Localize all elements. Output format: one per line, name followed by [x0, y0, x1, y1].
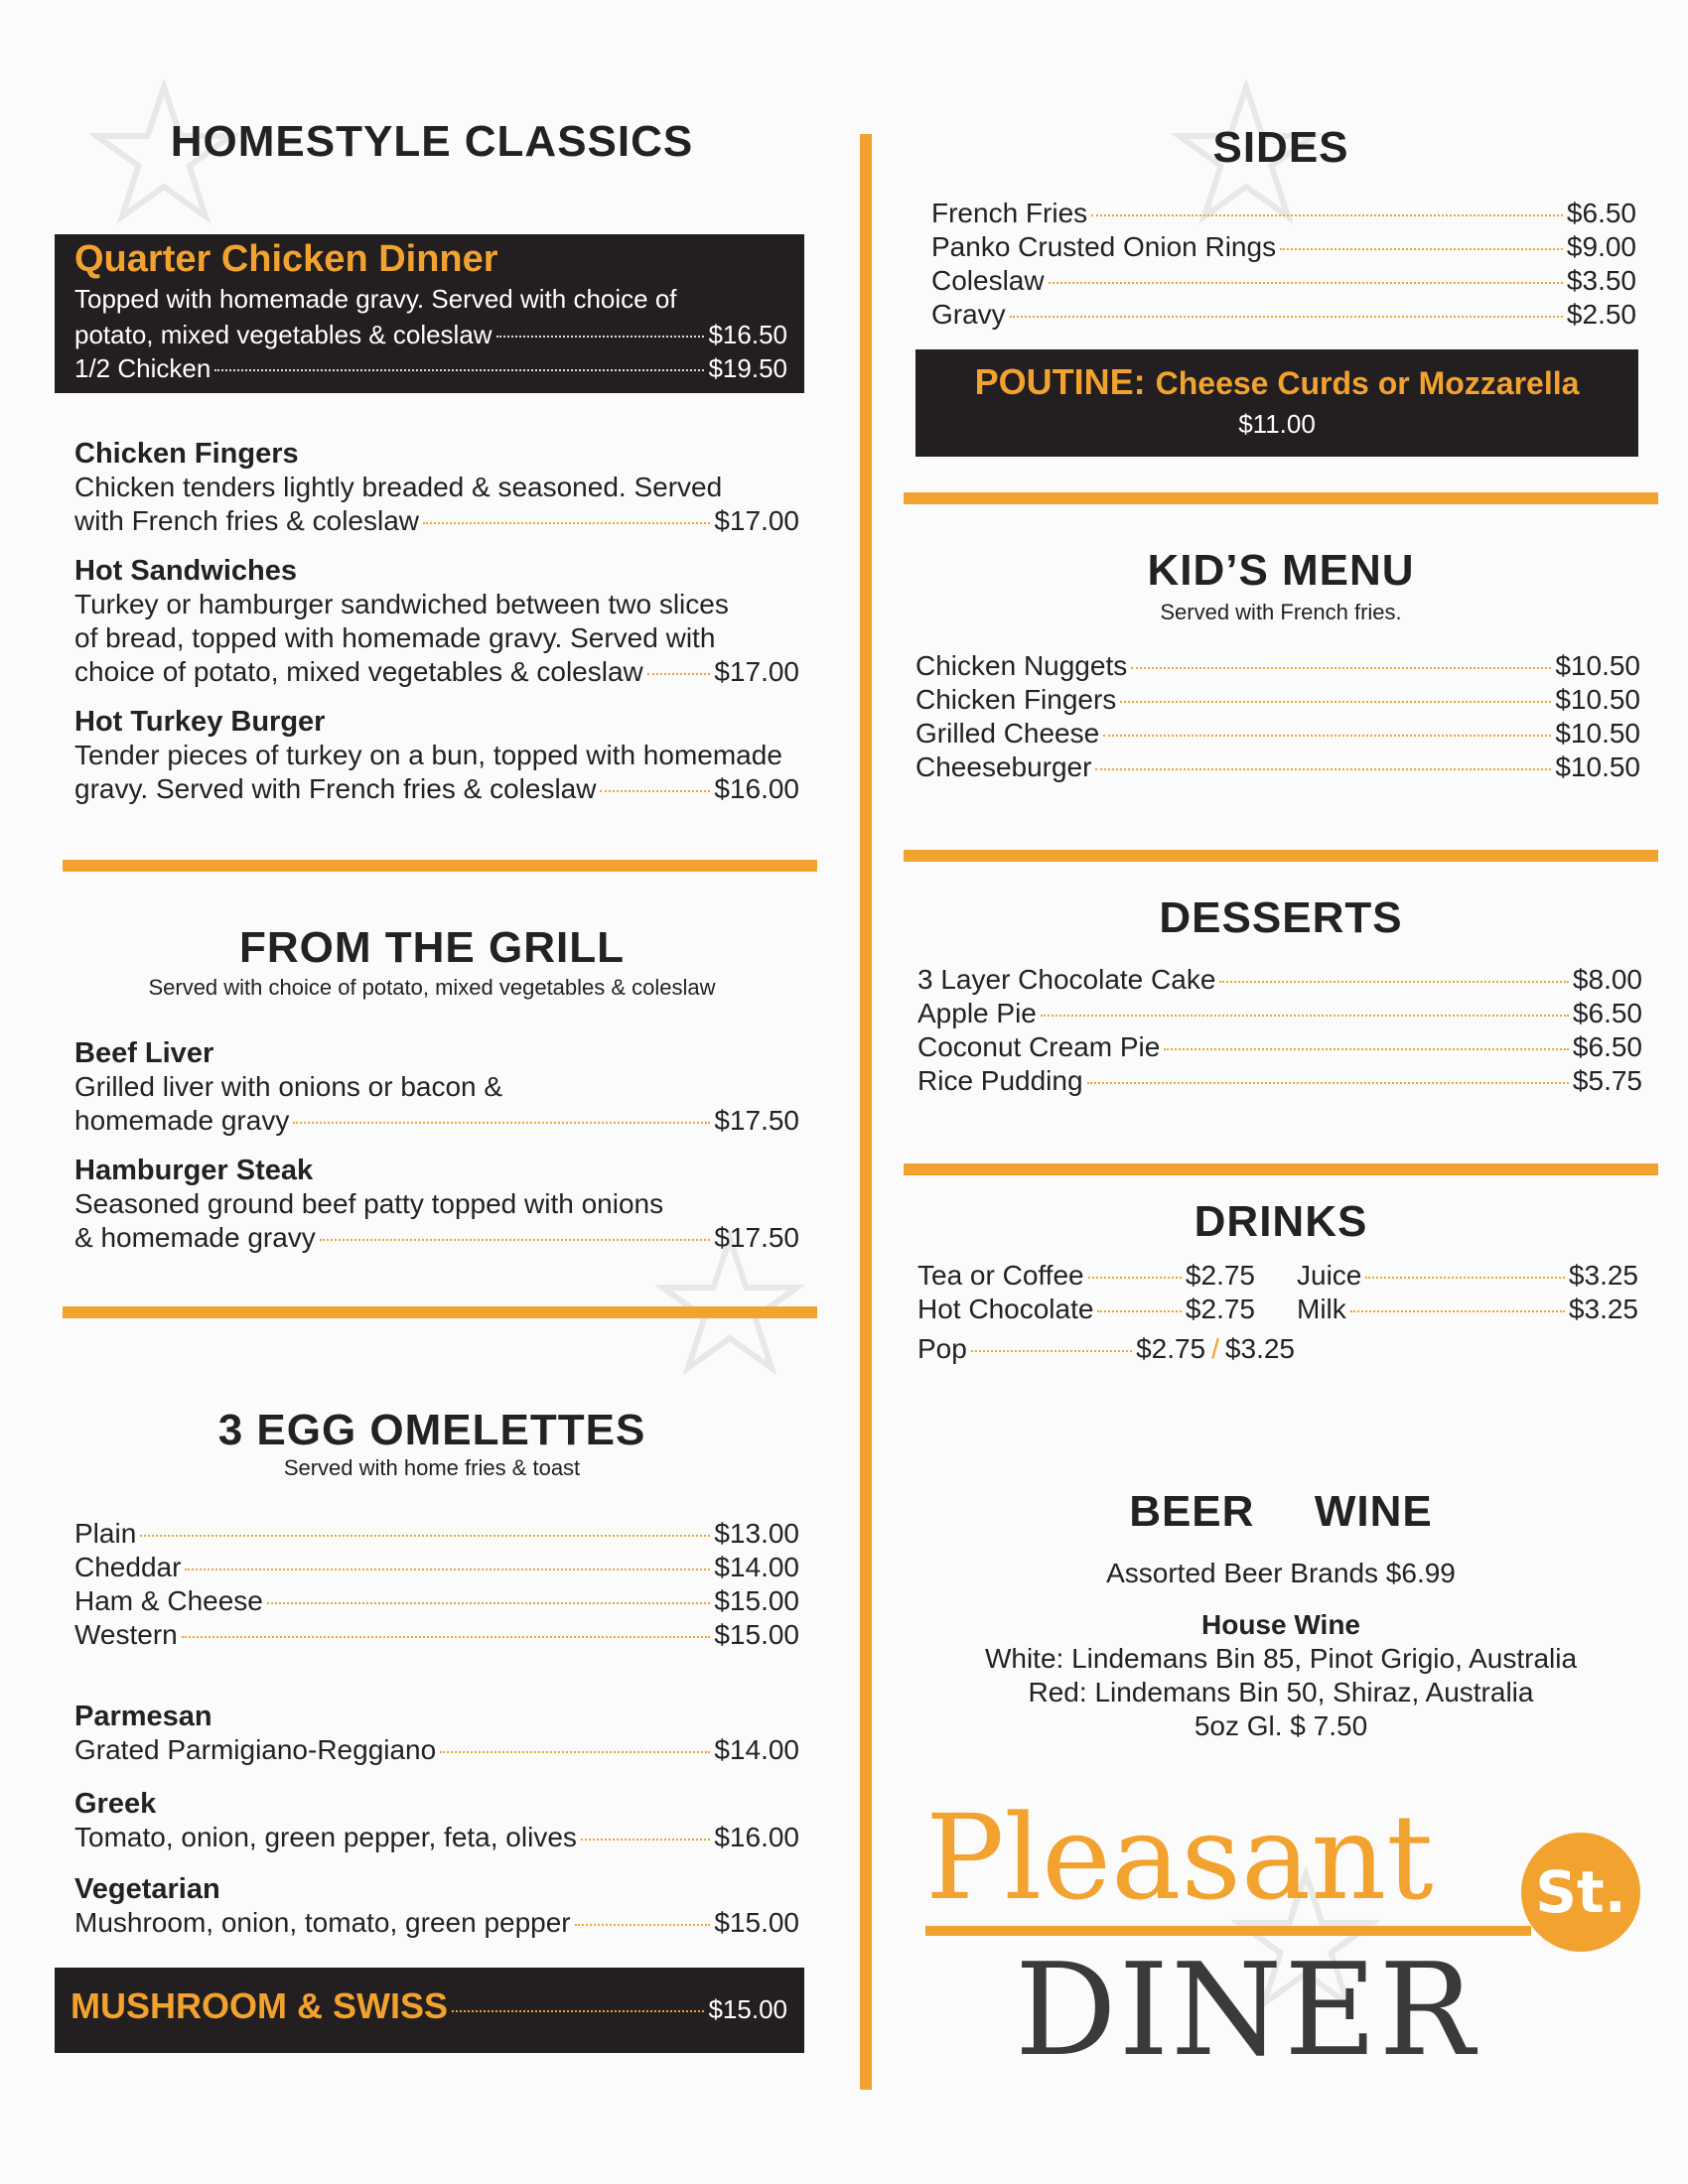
list-item: [917, 963, 1642, 997]
item-desc: Tender pieces of turkey on a bun, topped with homemade: [74, 740, 782, 770]
item-price-row: [74, 1221, 799, 1255]
item-name: Hamburger Steak: [74, 1155, 314, 1186]
item-price: $2.75: [1185, 1260, 1255, 1291]
omelette-special: [74, 1787, 799, 1854]
item-name: Grilled Cheese: [915, 718, 1100, 749]
quarter-chicken-box: [55, 234, 804, 393]
mushroom-swiss-box: [55, 1968, 804, 2053]
desserts-title: DESSERTS: [1159, 893, 1403, 942]
item-price: $6.50: [1572, 998, 1642, 1028]
list-item: [915, 683, 1640, 717]
item-name: Hot Turkey Burger: [74, 706, 326, 738]
house-wine-title: House Wine: [1201, 1609, 1360, 1640]
item-name: Gravy: [931, 299, 1006, 330]
item-price: $10.50: [1555, 684, 1640, 715]
item-name: Cheeseburger: [915, 751, 1092, 782]
item-name: Cheddar: [74, 1552, 182, 1582]
list-item: [917, 1259, 1255, 1293]
item-name: Pop: [917, 1333, 967, 1364]
desserts-list: [917, 963, 1642, 1098]
item-name: Milk: [1297, 1294, 1346, 1324]
section-divider: [904, 850, 1658, 862]
omelette-special: [74, 1872, 799, 1940]
list-item: [931, 230, 1636, 264]
omelettes-title: 3 EGG OMELETTES: [217, 1406, 646, 1454]
item-price: $15.00: [714, 1907, 799, 1938]
item-desc-last: gravy. Served with French fries & coleslaw: [74, 773, 597, 804]
item-name: Chicken Fingers: [74, 438, 299, 470]
item-name: Chicken Fingers: [915, 684, 1117, 715]
item-desc-last: homemade gravy: [74, 1105, 290, 1136]
item-name: Beef Liver: [74, 1037, 214, 1069]
item-price: $10.50: [1555, 650, 1640, 681]
omelette-special: [74, 1700, 799, 1767]
item-desc-last: choice of potato, mixed vegetables & coleslaw: [74, 656, 643, 687]
list-item: [931, 264, 1636, 298]
price-separator: /: [1211, 1333, 1219, 1364]
item-price: $16.00: [714, 773, 799, 804]
item-name: Hot Sandwiches: [74, 555, 297, 587]
featured-omelette-price: $15.00: [708, 1994, 787, 2024]
item-price: $10.50: [1555, 751, 1640, 782]
item-name: 3 Layer Chocolate Cake: [917, 964, 1216, 995]
item-price-row: [74, 504, 799, 538]
list-item: [74, 1551, 799, 1584]
item-name: French Fries: [931, 198, 1088, 228]
item-price: $3.25: [1224, 1333, 1295, 1364]
item-name: Chicken Nuggets: [915, 650, 1128, 681]
pop-row: [917, 1332, 1295, 1366]
item-price: $3.25: [1568, 1294, 1638, 1324]
item-price: $2.75: [1185, 1294, 1255, 1324]
item-name: Rice Pudding: [917, 1065, 1083, 1096]
poutine-price: $11.00: [1238, 409, 1316, 439]
item-name: Panko Crusted Onion Rings: [931, 231, 1277, 262]
item-price: $17.50: [714, 1222, 799, 1253]
column-divider: [860, 134, 872, 2090]
item-desc: Chicken tenders lightly breaded & seasoned. Served: [74, 472, 723, 502]
featured-item-price: $16.50: [708, 320, 787, 349]
item-price-row: [74, 772, 799, 806]
item-price: $2.50: [1566, 299, 1636, 330]
homestyle-item: [74, 554, 799, 689]
item-price: $15.00: [714, 1619, 799, 1650]
poutine-box: [915, 349, 1638, 457]
item-name: Vegetarian: [74, 1873, 220, 1905]
poutine-label: POUTINE:: [974, 361, 1146, 402]
featured-price-row: [74, 318, 787, 351]
list-item: [931, 197, 1636, 230]
grill-title: FROM THE GRILL: [239, 923, 625, 972]
grill-subtitle: Served with choice of potato, mixed vegetables & coleslaw: [148, 975, 716, 1000]
list-item: [917, 1030, 1642, 1064]
item-desc: Turkey or hamburger sandwiched between two slices: [74, 589, 729, 619]
drinks-title: DRINKS: [1194, 1197, 1368, 1246]
sides-title: SIDES: [1212, 123, 1349, 172]
item-desc: Mushroom, onion, tomato, green pepper: [74, 1907, 571, 1938]
featured-omelette-name: MUSHROOM & SWISS: [70, 1985, 449, 2026]
item-price: $8.00: [1572, 964, 1642, 995]
logo-word-diner: DINER: [1015, 1937, 1477, 2085]
item-desc: Tomato, onion, green pepper, feta, olives: [74, 1822, 577, 1852]
item-name: Coconut Cream Pie: [917, 1031, 1161, 1062]
item-price: $3.25: [1568, 1260, 1638, 1291]
item-desc-last: with French fries & coleslaw: [74, 505, 420, 536]
item-price: $6.50: [1566, 198, 1636, 228]
item-price: $2.75: [1136, 1333, 1206, 1364]
logo-word-pleasant: Pleasant: [925, 1789, 1434, 1926]
omelettes-subtitle: Served with home fries & toast: [283, 1455, 581, 1480]
list-item: [917, 1064, 1642, 1098]
homestyle-item: [74, 437, 799, 538]
beer-title: BEER: [1129, 1487, 1255, 1536]
half-chicken-row: [74, 351, 787, 385]
item-price: $10.50: [1555, 718, 1640, 749]
list-item: [74, 1618, 799, 1652]
item-price: $17.50: [714, 1105, 799, 1136]
item-name: Greek: [74, 1788, 157, 1820]
item-name: Parmesan: [74, 1701, 212, 1732]
item-name: Juice: [1297, 1260, 1362, 1291]
item-price: $3.50: [1566, 265, 1636, 296]
item-price-row: [74, 1906, 799, 1940]
item-price: $15.00: [714, 1585, 799, 1616]
kids-subtitle: Served with French fries.: [1160, 600, 1402, 624]
item-desc-last: & homemade gravy: [74, 1222, 316, 1253]
homestyle-item: [74, 705, 799, 806]
list-item: [915, 717, 1640, 751]
homestyle-title: HOMESTYLE CLASSICS: [170, 117, 694, 166]
item-price-row: [74, 1821, 799, 1854]
red-wine-text: Red: Lindemans Bin 50, Shiraz, Australia: [1028, 1677, 1534, 1707]
list-item: [931, 298, 1636, 332]
beer-wine-info: [904, 1557, 1658, 1743]
item-name: Apple Pie: [917, 998, 1037, 1028]
drinks-left-list: [917, 1259, 1255, 1326]
drinks-right-list: [1297, 1259, 1638, 1326]
white-wine-text: White: Lindemans Bin 85, Pinot Grigio, Australia: [984, 1643, 1578, 1674]
list-item: [1297, 1259, 1638, 1293]
list-item: [74, 1517, 799, 1551]
item-price: $6.50: [1572, 1031, 1642, 1062]
item-name: Coleslaw: [931, 265, 1045, 296]
beer-wine-title: [904, 1487, 1658, 1537]
item-desc: Seasoned ground beef patty topped with onions: [74, 1188, 664, 1219]
item-price: $14.00: [714, 1734, 799, 1765]
item-desc: of bread, topped with homemade gravy. Served with: [74, 622, 716, 653]
featured-item-desc: Topped with homemade gravy. Served with choice of: [74, 284, 677, 314]
list-item: [917, 1293, 1255, 1326]
item-price: $14.00: [714, 1552, 799, 1582]
omelette-list: [74, 1517, 799, 1652]
item-name: Western: [74, 1619, 178, 1650]
item-name: Ham & Cheese: [74, 1585, 263, 1616]
item-name: Plain: [74, 1518, 137, 1549]
item-price: $17.00: [714, 656, 799, 687]
poutine-heading: [915, 361, 1638, 403]
wine-title: WINE: [1314, 1487, 1433, 1536]
item-name: Hot Chocolate: [917, 1294, 1094, 1324]
section-divider: [904, 492, 1658, 504]
half-chicken-price: $19.50: [708, 353, 787, 383]
item-desc: Grated Parmigiano-Reggiano: [74, 1734, 437, 1765]
kids-title: KID’S MENU: [1147, 546, 1415, 595]
beer-text: Assorted Beer Brands $6.99: [1106, 1558, 1456, 1588]
item-price-row: [74, 655, 799, 689]
poutine-desc: Cheese Curds or Mozzarella: [1155, 365, 1580, 401]
item-price: $16.00: [714, 1822, 799, 1852]
logo-st-badge: St.: [1521, 1833, 1640, 1952]
sides-list: [931, 197, 1636, 332]
section-divider: [904, 1163, 1658, 1175]
grill-item: [74, 1154, 799, 1255]
featured-item-line2: potato, mixed vegetables & coleslaw: [74, 320, 492, 349]
grill-item: [74, 1036, 799, 1138]
item-price: $5.75: [1572, 1065, 1642, 1096]
half-chicken-name: 1/2 Chicken: [74, 353, 211, 383]
list-item: [915, 751, 1640, 784]
logo-underline: [925, 1926, 1531, 1936]
item-price-row: [74, 1733, 799, 1767]
wine-glass-price: 5oz Gl. $ 7.50: [1194, 1710, 1368, 1741]
section-divider: [63, 860, 817, 872]
item-price-row: [74, 1104, 799, 1138]
item-price: $9.00: [1566, 231, 1636, 262]
list-item: [917, 997, 1642, 1030]
list-item: [74, 1584, 799, 1618]
diner-logo: [925, 1789, 1660, 2091]
item-name: Tea or Coffee: [917, 1260, 1084, 1291]
featured-item-name: Quarter Chicken Dinner: [74, 238, 498, 280]
item-price: $13.00: [714, 1518, 799, 1549]
list-item: [915, 649, 1640, 683]
section-divider: [63, 1306, 817, 1318]
featured-omelette-row: [70, 1985, 787, 2026]
list-item: [1297, 1293, 1638, 1326]
kids-list: [915, 649, 1640, 784]
item-price: $17.00: [714, 505, 799, 536]
item-desc: Grilled liver with onions or bacon &: [74, 1071, 503, 1102]
